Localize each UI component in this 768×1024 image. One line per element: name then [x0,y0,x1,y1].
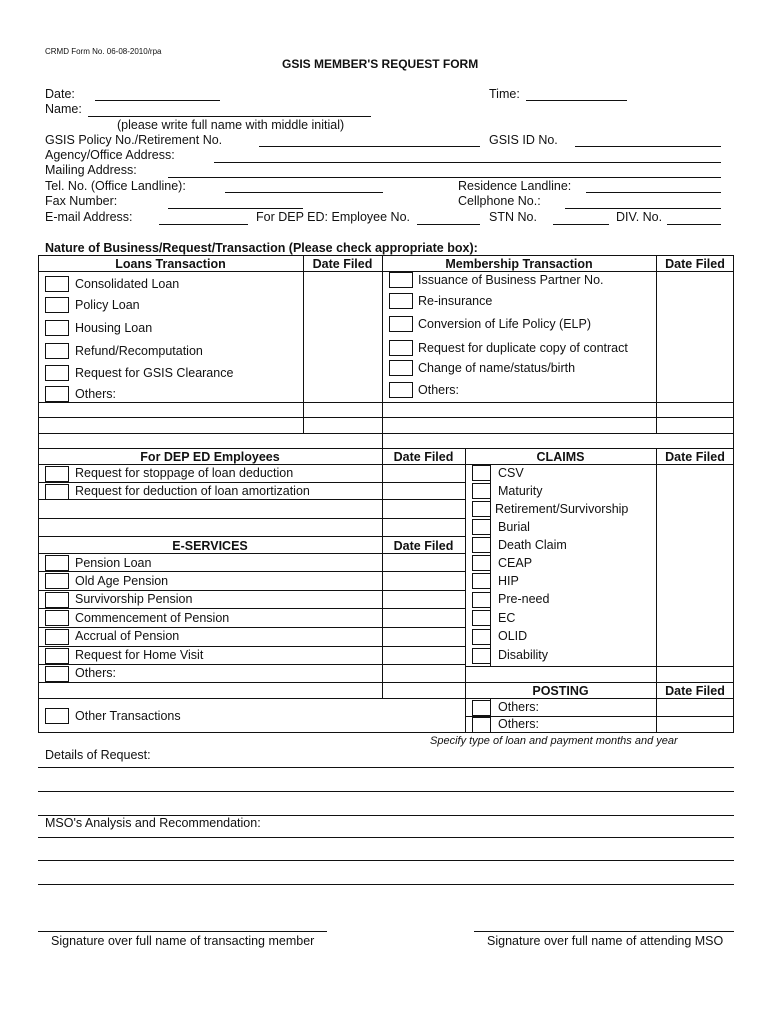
other-transactions-checkbox[interactable] [45,708,69,724]
details-line[interactable] [38,791,734,792]
claim-item: CEAP [498,556,533,570]
time-field[interactable] [526,100,627,101]
loan-item: Request for GSIS Clearance [75,366,234,380]
membership-checkbox[interactable] [389,360,413,376]
claim-item: HIP [498,574,519,588]
membership-checkbox[interactable] [389,293,413,309]
fax-label: Fax Number: [45,194,118,208]
cellphone-label: Cellphone No.: [458,194,541,208]
mso-line[interactable] [38,837,734,838]
eservice-checkbox[interactable] [45,666,69,682]
claim-checkbox[interactable] [472,592,491,608]
eservice-checkbox[interactable] [45,629,69,645]
member-signature-label: Signature over full name of transacting member [51,934,315,948]
claim-item: Maturity [498,484,543,498]
date-field[interactable] [95,100,220,101]
membership-item: Re-insurance [418,294,493,308]
stn-label: STN No. [489,210,537,224]
posting-date-filed-header: Date Filed [665,684,725,698]
claim-checkbox[interactable] [472,483,491,499]
deped-header: For DEP ED Employees [140,450,280,464]
posting-checkbox[interactable] [472,700,491,716]
email-field[interactable] [159,224,248,225]
policy-field[interactable] [259,146,480,147]
eservice-checkbox[interactable] [45,592,69,608]
mso-label: MSO's Analysis and Recommendation: [45,816,261,830]
loan-checkbox[interactable] [45,365,69,381]
loan-checkbox[interactable] [45,297,69,313]
claim-item: CSV [498,466,524,480]
mso-line[interactable] [38,860,734,861]
claim-item: Retirement/Survivorship [495,502,629,516]
claim-item: Disability [498,648,549,662]
loan-item: Consolidated Loan [75,277,180,291]
eservice-checkbox[interactable] [45,573,69,589]
deped-item: Request for deduction of loan amortization [75,484,310,498]
claims-header: CLAIMS [536,450,585,464]
membership-item: Request for duplicate copy of contract [418,341,628,355]
policy-label: GSIS Policy No./Retirement No. [45,133,223,147]
agency-label: Agency/Office Address: [45,148,175,162]
deped-employee-field[interactable] [417,224,480,225]
gsis-id-field[interactable] [575,146,721,147]
loan-item: Housing Loan [75,321,153,335]
claim-checkbox[interactable] [472,501,491,517]
residence-label: Residence Landline: [458,179,572,193]
posting-item: Others: [498,700,539,714]
claim-item: Burial [498,520,530,534]
claim-checkbox[interactable] [472,555,491,571]
name-field[interactable] [88,116,371,117]
eservice-item: Request for Home Visit [75,648,204,662]
membership-checkbox[interactable] [389,340,413,356]
claim-checkbox[interactable] [472,573,491,589]
loan-checkbox[interactable] [45,343,69,359]
loan-item: Others: [75,387,116,401]
membership-item: Conversion of Life Policy (ELP) [418,317,591,331]
loan-checkbox[interactable] [45,386,69,402]
form-number: CRMD Form No. 06-08-2010/rpa [45,47,162,56]
membership-item: Issuance of Business Partner No. [418,273,604,287]
mailing-field[interactable] [168,177,721,178]
loans-date-filed-header: Date Filed [312,257,373,271]
mso-signature-label: Signature over full name of attending MSO [487,934,724,948]
claim-checkbox[interactable] [472,465,491,481]
membership-checkbox[interactable] [389,316,413,332]
eservice-item: Accrual of Pension [75,629,180,643]
nature-title: Nature of Business/Request/Transaction (Please check appropriate box): [45,241,478,255]
deped-employee-label: For DEP ED: Employee No. [256,210,410,224]
loan-item: Policy Loan [75,298,140,312]
membership-header: Membership Transaction [445,257,593,271]
claim-item: OLID [498,629,528,643]
membership-date-filed-header: Date Filed [665,257,725,271]
residence-field[interactable] [586,192,721,193]
email-label: E-mail Address: [45,210,133,224]
claim-checkbox[interactable] [472,610,491,626]
cellphone-field[interactable] [565,208,721,209]
deped-checkbox[interactable] [45,484,69,500]
name-hint: (please write full name with middle initial) [117,118,345,132]
eservice-item: Old Age Pension [75,574,169,588]
time-label: Time: [489,87,520,101]
eservice-checkbox[interactable] [45,555,69,571]
tel-field[interactable] [225,192,383,193]
loan-item: Refund/Recomputation [75,344,203,358]
member-signature-line[interactable] [38,931,327,932]
membership-item: Others: [418,383,459,397]
claim-item: Pre-need [498,592,550,606]
div-field[interactable] [667,224,721,225]
eservices-date-filed-header: Date Filed [393,539,454,553]
claim-item: Death Claim [498,538,567,552]
eservices-header: E-SERVICES [172,539,248,553]
date-label: Date: [45,87,75,101]
claim-checkbox[interactable] [472,519,491,535]
eservice-item: Survivorship Pension [75,592,193,606]
eservice-item: Commencement of Pension [75,611,230,625]
mso-signature-line[interactable] [474,931,734,932]
loan-checkbox[interactable] [45,276,69,292]
membership-checkbox[interactable] [389,272,413,288]
posting-header: POSTING [532,684,589,698]
membership-item: Change of name/status/birth [418,361,576,375]
mailing-label: Mailing Address: [45,163,137,177]
loan-checkbox[interactable] [45,320,69,336]
eservice-item: Others: [75,666,116,680]
name-label: Name: [45,102,82,116]
details-line[interactable] [38,767,734,768]
deped-checkbox[interactable] [45,466,69,482]
specify-note: Specify type of loan and payment months and year [430,735,678,747]
eservice-checkbox[interactable] [45,648,69,664]
posting-checkbox[interactable] [472,717,491,733]
agency-field[interactable] [214,162,721,163]
loans-header: Loans Transaction [115,257,226,271]
membership-checkbox[interactable] [389,382,413,398]
mso-line[interactable] [38,884,734,885]
fax-field[interactable] [168,208,303,209]
claim-checkbox[interactable] [472,648,491,664]
eservice-checkbox[interactable] [45,610,69,626]
deped-date-filed-header: Date Filed [393,450,454,464]
claim-checkbox[interactable] [472,537,491,553]
gsis-id-label: GSIS ID No. [489,133,558,147]
tel-label: Tel. No. (Office Landline): [45,179,186,193]
form-title: GSIS MEMBER'S REQUEST FORM [282,57,479,71]
stn-field[interactable] [553,224,609,225]
details-label: Details of Request: [45,748,151,762]
claims-date-filed-header: Date Filed [665,450,725,464]
claim-checkbox[interactable] [472,629,491,645]
deped-item: Request for stoppage of loan deduction [75,466,294,480]
div-label: DIV. No. [616,210,663,224]
other-transactions-label: Other Transactions [75,709,181,723]
claim-item: EC [498,611,516,625]
eservice-item: Pension Loan [75,556,152,570]
posting-item: Others: [498,717,539,731]
